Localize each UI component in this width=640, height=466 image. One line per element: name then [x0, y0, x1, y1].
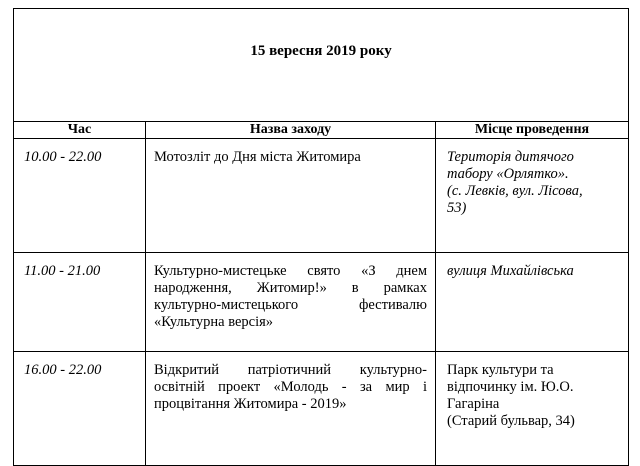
- table-row: [14, 352, 629, 466]
- header-row: [14, 122, 629, 139]
- place-line: (с. Левків, вул. Лісова,: [447, 183, 583, 199]
- place-line: Територія дитячого: [447, 149, 574, 165]
- header-event: Назва заходу: [146, 122, 436, 139]
- event-place: [436, 253, 629, 352]
- event-place: [436, 139, 629, 253]
- place-line: відпочинку ім. Ю.О.: [447, 379, 574, 395]
- table-row: [14, 139, 629, 253]
- document-title: 15 вересня 2019 року: [250, 42, 392, 59]
- event-time: 10.00 - 22.00: [14, 139, 146, 253]
- place-line: вулиця Михайлівська: [447, 263, 574, 279]
- place-line: табору «Орлятко».: [447, 166, 569, 182]
- event-time: 16.00 - 22.00: [14, 352, 146, 466]
- document-title-cell: [14, 9, 629, 122]
- event-name: Відкритий патріотичний культурно-освітній проект «Молодь - за мир і процвітання Житомира - 2019»: [146, 352, 436, 466]
- place-line: Парк культури та: [447, 362, 554, 378]
- event-time: 11.00 - 21.00: [14, 253, 146, 352]
- place-line: 53): [447, 200, 467, 216]
- event-name: Культурно-мистецьке свято «З днем народження, Житомир!» в рамках культурно-мистецького фестивалю «Культурна версія»: [146, 253, 436, 352]
- event-place: [436, 352, 629, 466]
- header-time: Час: [14, 122, 146, 139]
- place-line: Гагаріна: [447, 396, 500, 412]
- header-place: Місце проведення: [436, 122, 629, 139]
- events-table: [13, 8, 629, 466]
- place-line: (Старий бульвар, 34): [447, 413, 575, 429]
- table-row: [14, 253, 629, 352]
- event-name: Мотозліт до Дня міста Житомира: [146, 139, 436, 253]
